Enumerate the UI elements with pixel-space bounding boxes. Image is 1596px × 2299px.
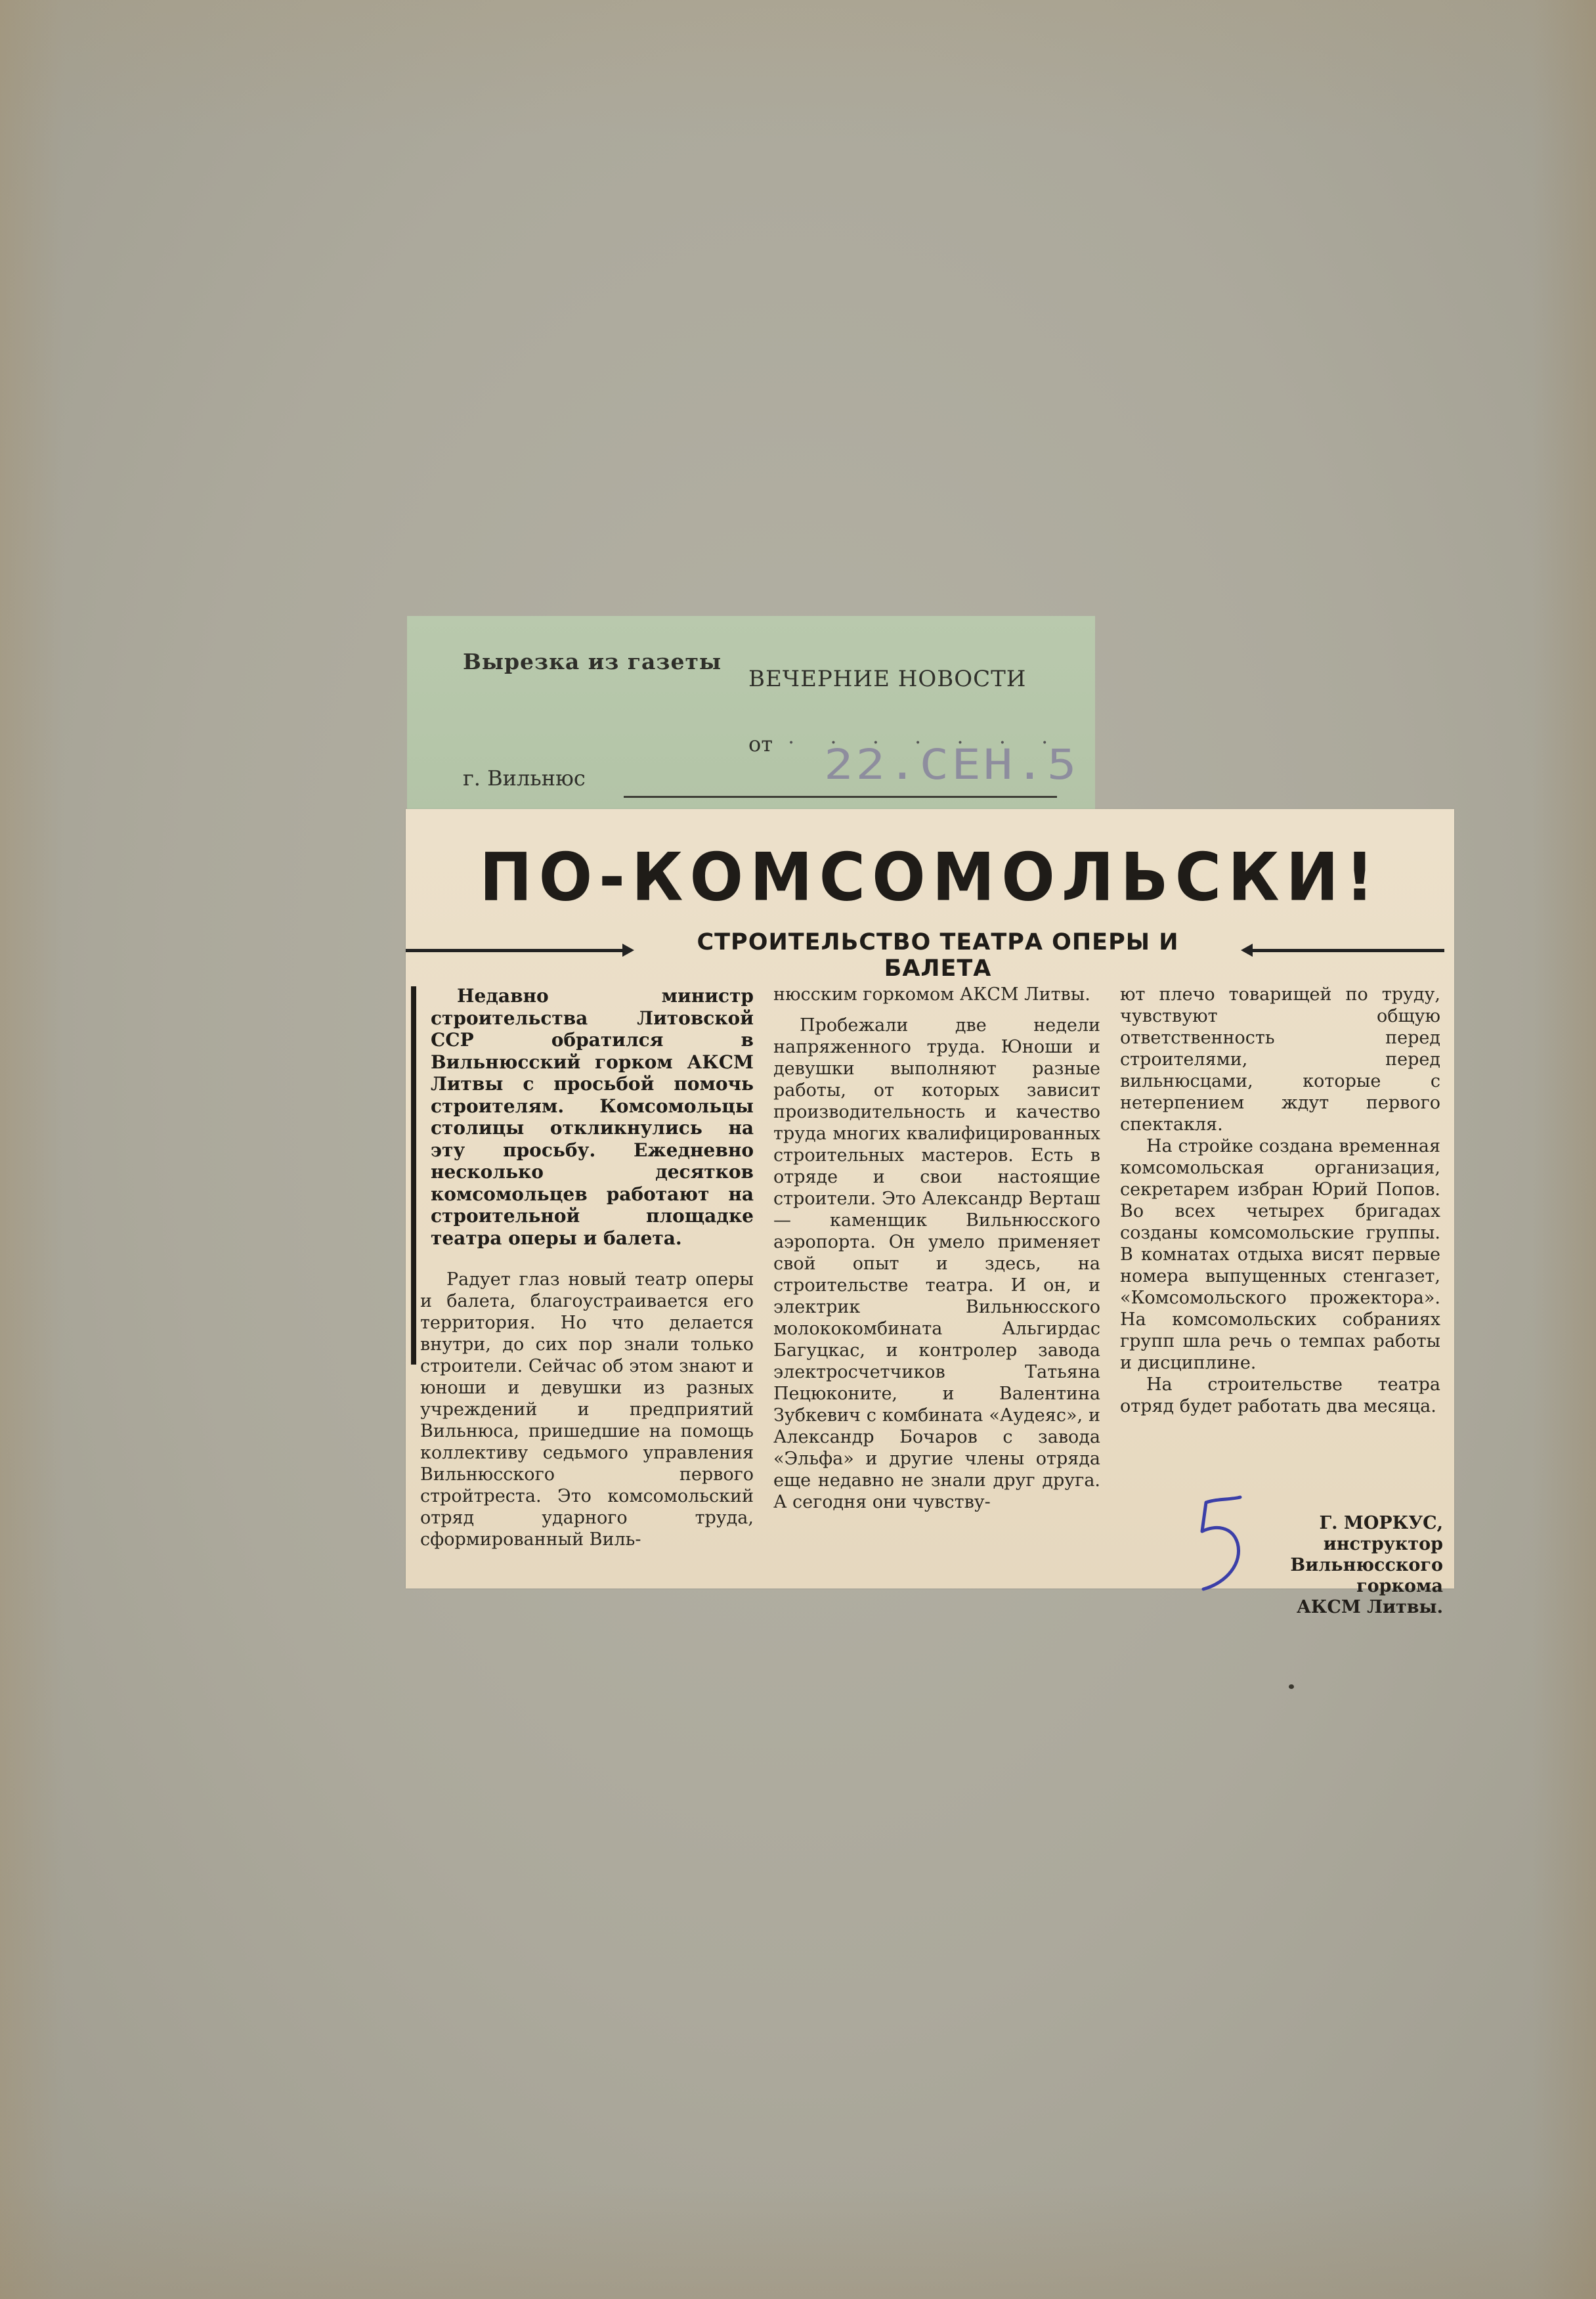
dust-speck bbox=[1289, 1684, 1294, 1689]
label-title: Вырезка из газеты bbox=[463, 649, 722, 674]
signature-name: Г. МОРКУС, bbox=[1319, 1513, 1443, 1533]
article-headline: ПО-КОМСОМОЛЬСКИ! bbox=[479, 839, 1381, 916]
column-3-paragraph-2: На стройке создана временная комсомольская организация, секретарем избран Юрий Попов. Во всех четырех бригадах созданы комсомольские группы. В комнатах отдыха висят первые номера выпущенных стенгазет, «Комсомольского прожектора». На комсомольских собраниях групп шла речь о темпах работы и дисциплине. bbox=[1120, 1136, 1440, 1373]
signature-organization: Вильнюсского горкома bbox=[1290, 1555, 1443, 1596]
article-lead bbox=[431, 985, 754, 1249]
label-city: г. Вильнюс bbox=[463, 766, 586, 791]
rule-arrow-right bbox=[1241, 944, 1253, 957]
column-1-text: Радует глаз новый театр оперы и балета, благоустраивается его территория. Но что делается внутри, до сих пор знали только строители. Сейчас об этом знают и юноши и девушки из разных учреждений и предприятий Вильнюса, пришедшие на помощь коллективу седьмого управления Вильнюсского первого стройтреста. Это комсомольский отряд ударного труда, сформированный Виль- bbox=[420, 1269, 754, 1550]
column-3-paragraph-1: ют плечо товарищей по труду, чувствуют общую ответственность перед строителями, перед вильнюсцами, которые с нетерпением ждут первого спектакля. bbox=[1120, 984, 1440, 1135]
subhead-row bbox=[406, 929, 1454, 982]
lead-text: Недавно министр строительства Литовской ССР обратился в Вильнюсский горком АКСМ Литвы с просьбой помочь строителям. Комсомольцы столицы откликнулись на эту просьбу. Ежедневно несколько десятков комсомольцев работают на строительной площадке театра оперы и балета. bbox=[431, 985, 754, 1249]
label-date-dots: . . . . . . . bbox=[788, 724, 1063, 749]
lead-side-bar bbox=[411, 986, 416, 1365]
rule-left bbox=[406, 949, 629, 952]
column-2-paragraph-1: нюсским горкомом АКСМ Литвы. bbox=[773, 984, 1090, 1005]
label-underline bbox=[624, 796, 1057, 798]
article-signature bbox=[1220, 1513, 1443, 1618]
rule-right bbox=[1253, 949, 1444, 952]
newspaper-clipping bbox=[406, 809, 1454, 1617]
label-from: от bbox=[748, 732, 773, 756]
article-subhead: СТРОИТЕЛЬСТВО ТЕАТРА ОПЕРЫ И БАЛЕТА bbox=[697, 929, 1179, 982]
clipping-source-label bbox=[407, 616, 1095, 813]
signature-organization-2: АКСМ Литвы. bbox=[1296, 1597, 1443, 1617]
date-stamp: 22.СЕН.5 bbox=[824, 741, 1079, 789]
column-2-paragraph-2: Пробежали две недели напряженного труда. Юноши и девушки выполняют разные работы, от которых зависит производительность и качество труда многих квалифицированных строительных мастеров. Есть в отряде и свои настоящие строители. Это Александр Верташ — каменщик Вильнюсского аэропорта. Он умело применяет свой опыт и здесь, на строительстве театра. И он, и электрик Вильнюсского молококомбината Альгирдас Багуцкас, и контролер завода электросчетчиков Татьяна Пецюконите, и Валентина Зубкевич с комбината «Аудеяс», и Александр Бочаров с завода «Эльфа» и другие члены отряда еще недавно не знали друг друга. А сегодня они чувству- bbox=[773, 1015, 1100, 1512]
column-3-paragraph-3: На строительстве театра отряд будет работать два месяца. bbox=[1120, 1374, 1440, 1416]
signature-role: инструктор bbox=[1323, 1534, 1443, 1554]
newspaper-name: ВЕЧЕРНИЕ НОВОСТИ bbox=[748, 666, 1027, 692]
rule-arrow-left bbox=[622, 944, 634, 957]
article-column-1 bbox=[420, 1269, 754, 1550]
article-column-3 bbox=[1120, 984, 1440, 1417]
article-column-2 bbox=[773, 984, 1100, 1513]
